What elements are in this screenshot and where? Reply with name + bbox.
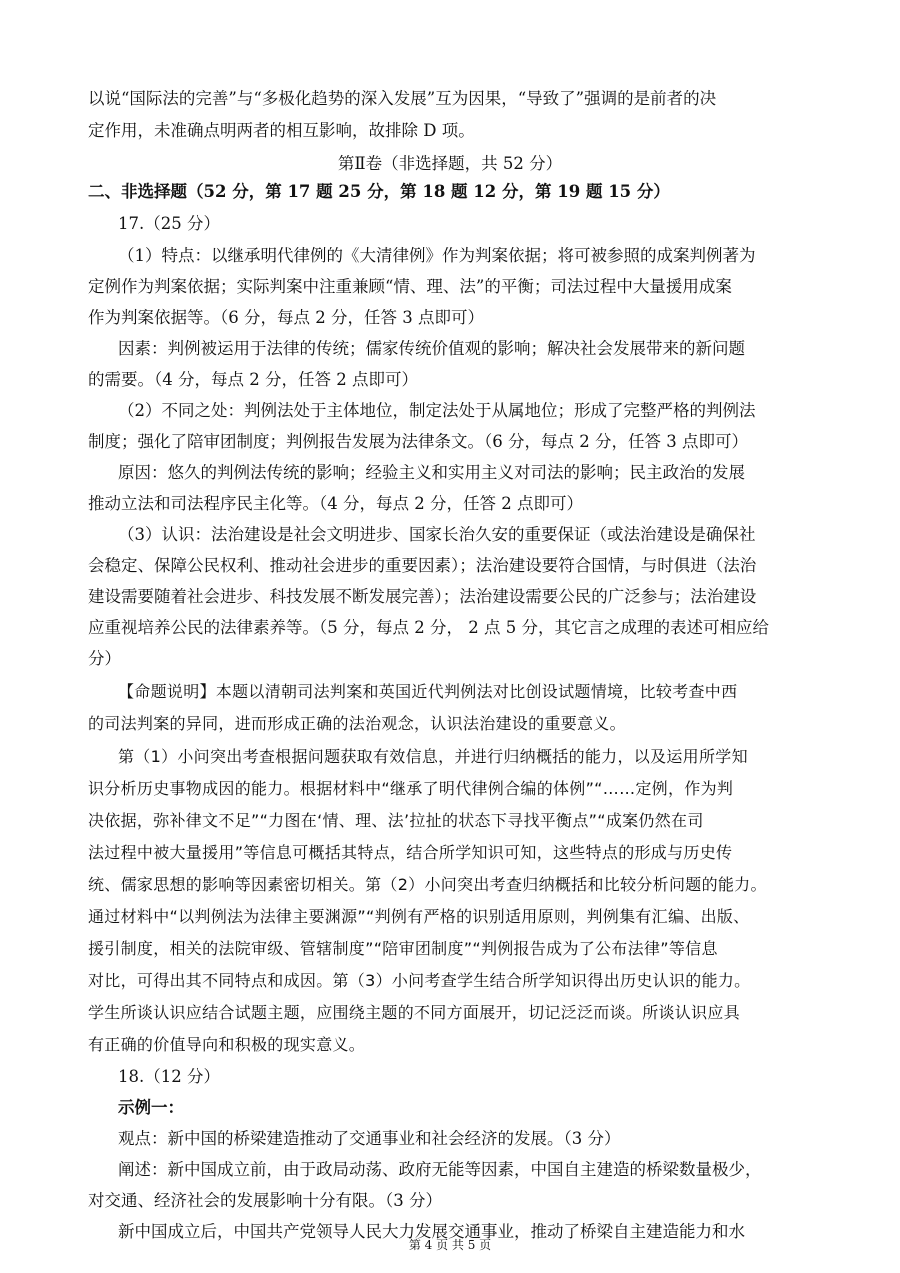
text-line: 建设需要随着社会进步、科技发展不断发展完善）；法治建设需要公民的广泛参与；法治建设 — [88, 587, 757, 606]
text-line: 以说“国际法的完善”与“多极化趋势的深入发展”互为因果，“导致了”强调的是前者的决 — [88, 89, 717, 108]
text-line: 原因：悠久的判例法传统的影响；经验主义和实用主义对司法的影响；民主政治的发展 — [118, 463, 745, 482]
example-heading — [118, 1097, 818, 1119]
text-line: 观点：新中国的桥梁建造推动了交通事业和社会经济的发展。（3 分） — [118, 1129, 621, 1148]
text-line: 分） — [88, 649, 121, 668]
commentary-line: 决依据，弥补律文不足”“力图在‘情、理、法’拉扯的状态下寻找平衡点”“成案仍然在司 — [88, 811, 704, 830]
commentary-line: 通过材料中“以判例法为法律主要渊源”“判例有严格的识别适用原则，判例集有汇编、出版、 — [88, 907, 750, 926]
commentary-line: 学生所谈认识应结合试题主题，应围绕主题的不同方面展开，切记泛泛而谈。所谈认识应具 — [88, 1003, 741, 1022]
text-line: 阐述：新中国成立前，由于政局动荡、政府无能等因素，中国自主建造的桥梁数量极少， — [118, 1160, 762, 1179]
commentary-line: 识分析历史事物成因的能力。根据材料中“继承了明代律例合编的体例”“……定例，作为判 — [88, 779, 734, 798]
commentary-line: 对比，可得出其不同特点和成因。第（3）小问考查学生结合所学知识得出历史认识的能力。 — [88, 971, 751, 990]
text-line: （2）不同之处：判例法处于主体地位，制定法处于从属地位；形成了完整严格的判例法 — [118, 401, 756, 420]
text-line: 因素：判例被运用于法律的传统；儒家传统价值观的影响；解决社会发展带来的新问题 — [118, 339, 745, 358]
commentary-line: 法过程中被大量援用”等信息可概括其特点，结合所学知识可知，这些特点的形成与历史传 — [88, 843, 733, 862]
text-line: 会稳定、保障公民权利、推动社会进步的重要因素）；法治建设要符合国情，与时俱进（法治 — [88, 556, 757, 575]
text-line: 应重视培养公民的法律素养等。（5 分，每点 2 分， 2 点 5 分，其它言之成理的表述可相应给 — [88, 618, 769, 637]
section-heading-label: 二、非选择题（52 分，第 17 题 25 分，第 18 题 12 分，第 19 题 15 分） — [88, 182, 670, 201]
page-footer: 第 4 页 共 5 页 — [408, 1238, 492, 1252]
section-title: 第Ⅱ卷（非选择题，共 52 分） — [337, 154, 563, 173]
commentary-line: 援引制度，相关的法院审级、管辖制度”“陪审团制度”“判例报告成为了公布法律”等信息 — [88, 939, 718, 958]
text-line: 定作用，未准确点明两者的相互影响，故排除 D 项。 — [88, 121, 475, 140]
text-line: 作为判案依据等。（6 分，每点 2 分，任答 3 点即可） — [88, 308, 484, 327]
commentary-line: 有正确的价值导向和积极的现实意义。 — [88, 1035, 366, 1054]
commentary-line: 统、儒家思想的影响等因素密切相关。第（2）小问突出考查归纳概括和比较分析问题的能力。 — [88, 875, 767, 894]
commentary-line: 的司法判案的异同，进而形成正确的法治观念，认识法治建设的重要意义。 — [88, 714, 626, 733]
text-line: 制度；强化了陪审团制度；判例报告发展为法律条文。（6 分，每点 2 分，任答 3 点即可） — [88, 432, 748, 451]
commentary-line: 第（1）小问突出考查根据问题获取有效信息，并进行归纳概括的能力，以及运用所学知 — [118, 747, 748, 766]
text-line: 新中国成立后，中国共产党领导人民大力发展交通事业，推动了桥梁自主建造能力和水 — [118, 1222, 745, 1241]
question-number: 17.（25 分） — [118, 214, 220, 233]
text-line: 的需要。（4 分，每点 2 分，任答 2 点即可） — [88, 370, 418, 389]
commentary-line: 【命题说明】本题以清朝司法判案和英国近代判例法对比创设试题情境，比较考查中西 — [118, 682, 738, 701]
example-heading-label: 示例一： — [118, 1098, 184, 1117]
text-line: 定例作为判案依据；实际判案中注重兼顾“情、理、法”的平衡；司法过程中大量援用成案 — [88, 277, 732, 296]
question-number: 18.（12 分） — [118, 1067, 220, 1086]
section-heading — [88, 181, 828, 203]
text-line: （3）认识：法治建设是社会文明进步、国家长治久安的重要保证（或法治建设是确保社 — [118, 525, 756, 544]
text-line: （1）特点：以继承明代律例的《大清律例》作为判案依据；将可被参照的成案判例著为 — [118, 246, 756, 265]
text-line: 推动立法和司法程序民主化等。（4 分，每点 2 分，任答 2 点即可） — [88, 494, 583, 513]
text-line: 对交通、经济社会的发展影响十分有限。（3 分） — [88, 1191, 442, 1210]
